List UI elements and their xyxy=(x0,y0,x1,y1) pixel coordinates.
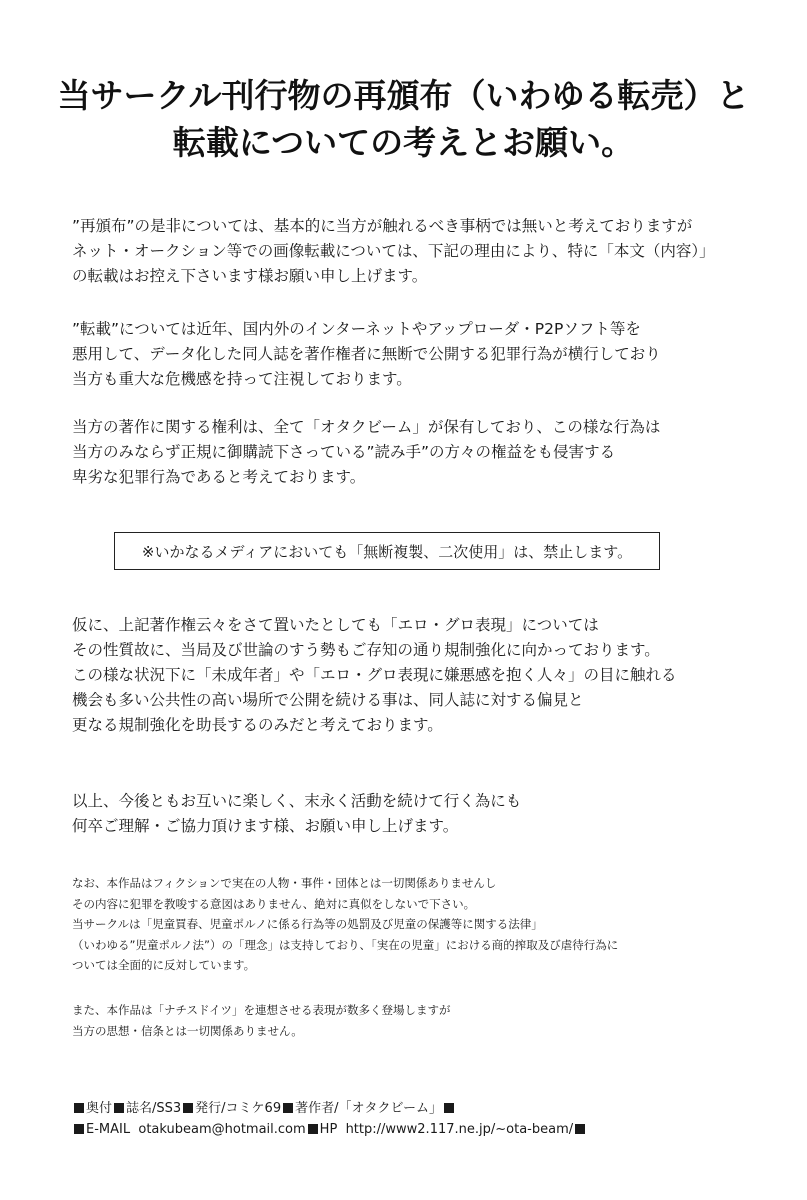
homepage-label: HP xyxy=(319,1122,338,1137)
text-line: 卑劣な犯罪行為であると考えております。 xyxy=(72,468,366,486)
text-line: 機会も多い公共性の高い場所で公開を続ける事は、同人誌に対する偏見と xyxy=(72,691,584,709)
colophon-line-2 xyxy=(72,1119,772,1140)
square-bullet-icon xyxy=(114,1103,124,1113)
paragraph-expression xyxy=(72,613,752,738)
paragraph-reposting xyxy=(72,317,752,392)
colophon-author: 著作者/「オタクビーム」 xyxy=(295,1101,442,1116)
paragraph-redistribution xyxy=(72,214,752,289)
paragraph-copyright xyxy=(72,415,752,490)
text-line: 悪用して、データ化した同人誌を著作権者に無断で公開する犯罪行為が横行しており xyxy=(72,345,661,363)
text-line: 当方の著作に関する権利は、全て「オタクビーム」が保有しており、この様な行為は xyxy=(72,418,661,436)
email-label: E-MAIL xyxy=(86,1122,131,1137)
square-bullet-icon xyxy=(308,1124,318,1134)
text-line: 当サークルは「児童買春、児童ポルノに係る行為等の処罰及び児童の保護等に関する法律」 xyxy=(72,917,543,931)
text-line: 仮に、上記著作権云々をさて置いたとしても「エロ・グロ表現」については xyxy=(72,616,599,634)
square-bullet-icon xyxy=(183,1103,193,1113)
text-line: 当方も重大な危機感を持って注視しております。 xyxy=(72,370,412,388)
note-fiction xyxy=(72,873,752,976)
text-line: ”再頒布”の是非については、基本的に当方が触れるべき事柄では無いと考えておりますが xyxy=(72,217,693,235)
homepage-url[interactable]: http://www2.117.ne.jp/~ota-beam/ xyxy=(345,1122,574,1137)
text-line: この様な状況下に「未成年者」や「エロ・グロ表現に嫌悪感を抱く人々」の目に触れる xyxy=(72,666,677,684)
text-line: 何卒ご理解・ご協力頂けます様、お願い申し上げます。 xyxy=(72,817,459,835)
square-bullet-icon xyxy=(74,1103,84,1113)
text-line: ”転載”については近年、国内外のインターネットやアップローダ・P2Pソフト等を xyxy=(72,320,641,338)
text-line: 当方の思想・信条とは一切関係ありません。 xyxy=(72,1023,303,1038)
colophon-issue: 発行/コミケ69 xyxy=(195,1101,282,1116)
square-bullet-icon xyxy=(444,1103,454,1113)
text-line: 以上、今後ともお互いに楽しく、末永く活動を続けて行く為にも xyxy=(72,792,522,810)
prohibition-notice-text: ※いかなるメディアにおいても「無断複製、二次使用」は、禁止します。 xyxy=(141,542,633,561)
text-line: その内容に犯罪を教唆する意図はありません、絶対に真似をしないで下さい。 xyxy=(72,896,476,911)
text-line: の転載はお控え下さいます様お願い申し上げます。 xyxy=(72,267,428,285)
paragraph-closing xyxy=(72,789,752,839)
square-bullet-icon xyxy=(283,1103,293,1113)
page-title xyxy=(40,72,767,166)
colophon-title: 誌名/SS3 xyxy=(126,1101,182,1116)
text-line: （いわゆる”児童ポルノ法”）の「理念」は支持しており、「実在の児童」における商的搾取及び虐待行為に xyxy=(72,937,619,952)
email-address[interactable]: otakubeam@hotmail.com xyxy=(138,1122,306,1137)
text-line: ついては全面的に反対しています。 xyxy=(72,958,256,972)
square-bullet-icon xyxy=(575,1124,585,1134)
colophon-line-1 xyxy=(72,1098,772,1119)
colophon xyxy=(72,1098,772,1140)
text-line: 更なる規制強化を助長するのみだと考えております。 xyxy=(72,716,443,734)
text-line: なお、本作品はフィクションで実在の人物・事件・団体とは一切関係ありませんし xyxy=(72,876,497,890)
text-line: その性質故に、当局及び世論のすう勢もご存知の通り規制強化に向かっております。 xyxy=(72,641,660,659)
text-line: ネット・オークション等での画像転載については、下記の理由により、特に「本文（内容）」 xyxy=(72,242,715,260)
text-line: 当方のみならず正規に御購読下さっている”読み手”の方々の権益をも侵害する xyxy=(72,443,616,461)
text-line: また、本作品は「ナチスドイツ」を連想させる表現が数多く登場しますが xyxy=(72,1003,451,1017)
note-ideology xyxy=(72,1000,752,1041)
prohibition-notice-box xyxy=(114,532,660,570)
title-line-2: 転載についての考えとお願い。 xyxy=(172,123,635,162)
title-line-1: 当サークル刊行物の再頒布（いわゆる転売）と xyxy=(57,76,750,115)
colophon-okuzuke: 奥付 xyxy=(86,1101,113,1116)
square-bullet-icon xyxy=(74,1124,84,1134)
